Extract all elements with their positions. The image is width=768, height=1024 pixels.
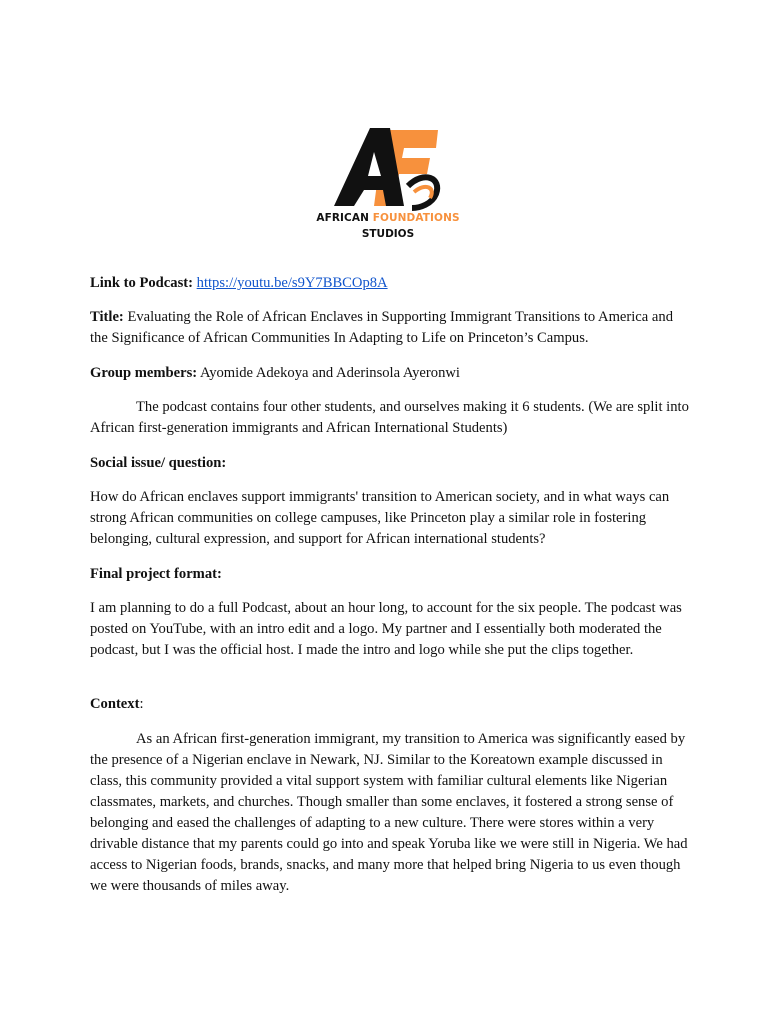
final-format-paragraph: I am planning to do a full Podcast, about an hour long, to account for the six people. The podcast was posted on YouTube, with an intro edit and a logo. My partner and I essentially both moderated the podcast, but I was the official host. I made the intro and logo while she put the clips together. xyxy=(90,600,682,658)
podcast-link[interactable]: https://youtu.be/s9Y7BBCOp8A xyxy=(196,275,388,291)
title-paragraph xyxy=(90,307,690,349)
social-issue-paragraph: How do African enclaves support immigrants' transition to American society, and in what ways can strong African communities on college campuses, like Princeton play a similar role in fostering belonging, cultural expression, and support for African international students? xyxy=(90,489,670,547)
group-members-line xyxy=(90,363,690,384)
african-foundations-studios-logo xyxy=(312,108,464,248)
context-paragraph: As an African first-generation immigrant, my transition to America was significantly eased by the presence of a Nigerian enclave in Newark, NJ. Similar to the Koreatown example discussed in class, this community provided a vital support system with familiar cultural elements like Nigerian classmates, markets, and churches. Though smaller than some enclaves, it fostered a strong sense of belonging and eased the challenges of adapting to a new culture. There were stores within a very drivable distance that my parents could go into and speak Yoruba like we were still in Nigeria. We had access to Nigerian foods, brands, snacks, and many more that helped bring Nigeria to us even though we were thousands of miles away. xyxy=(90,731,688,894)
context-heading-line xyxy=(90,694,690,715)
final-format-heading: Final project format: xyxy=(90,566,222,582)
title-label: Title: xyxy=(90,309,124,325)
podcast-note-paragraph: The podcast contains four other students, and ourselves making it 6 students. (We are split into African first-generation immigrants and African International Students) xyxy=(90,399,689,436)
logo-wordmark-line1 xyxy=(312,212,464,224)
title-text: Evaluating the Role of African Enclaves in Supporting Immigrant Transitions to America and the Significance of African Communities In Adapting to Life on Princeton’s Campus. xyxy=(90,309,673,346)
group-members-label: Group members: xyxy=(90,365,198,381)
podcast-link-label: Link to Podcast: xyxy=(90,275,193,291)
social-issue-heading: Social issue/ question: xyxy=(90,455,227,471)
context-heading: Context xyxy=(90,696,140,712)
af-monogram-icon xyxy=(312,108,464,212)
context-heading-colon: : xyxy=(139,696,144,712)
group-members-text: Ayomide Adekoya and Aderinsola Ayeronwi xyxy=(200,365,460,381)
logo-word-african: AFRICAN xyxy=(316,212,369,224)
logo-word-foundations: FOUNDATIONS xyxy=(372,212,460,224)
logo-wordmark-line2: STUDIOS xyxy=(361,228,415,240)
podcast-link-line xyxy=(90,273,690,294)
